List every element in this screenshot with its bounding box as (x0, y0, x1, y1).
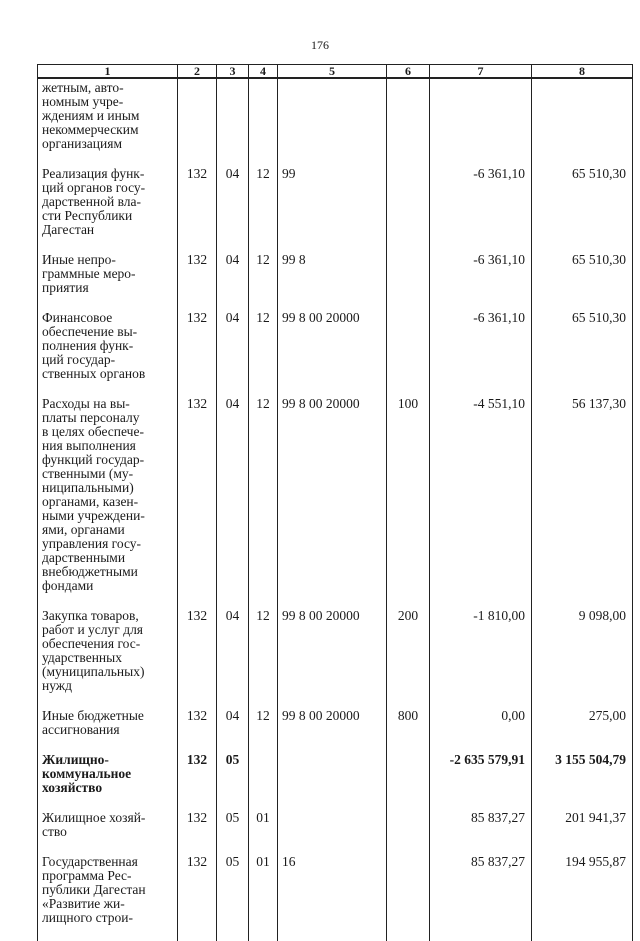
cell-target-article: 99 8 (278, 253, 387, 311)
cell-admin-code: 132 (178, 311, 217, 397)
table-body (38, 78, 633, 941)
cell-change-amount (430, 78, 532, 167)
table-row (38, 167, 633, 253)
cell-change-amount: -2 635 579,91 (430, 753, 532, 811)
cell-target-article: 99 8 00 20000 (278, 311, 387, 397)
cell-expense-type (387, 855, 430, 941)
cell-subsection: 12 (249, 397, 278, 609)
cell-admin-code: 132 (178, 253, 217, 311)
cell-target-article: 99 8 00 20000 (278, 709, 387, 753)
cell-expense-type: 100 (387, 397, 430, 609)
header-row (38, 65, 633, 79)
row-name: Реализация функ- ций органов госу- дарственной вла- сти Республики Дагестан (38, 167, 178, 253)
table-row (38, 609, 633, 709)
row-name: Жилищное хозяй- ство (38, 811, 178, 855)
column-header: 2 (178, 65, 217, 79)
table-row (38, 397, 633, 609)
cell-expense-type: 800 (387, 709, 430, 753)
cell-section: 04 (217, 397, 249, 609)
cell-admin-code: 132 (178, 855, 217, 941)
row-name: Закупка товаров, работ и услуг для обеспечения гос- ударственных (муниципальных) нужд (38, 609, 178, 709)
cell-change-amount: -6 361,10 (430, 167, 532, 253)
row-name: Финансовое обеспечение вы- полнения функ- ций государ- ственных органов (38, 311, 178, 397)
cell-total-amount: 65 510,30 (532, 167, 633, 253)
cell-subsection: 12 (249, 253, 278, 311)
cell-change-amount: -1 810,00 (430, 609, 532, 709)
row-name: жетным, авто- номным учре- ждениям и иным некоммерческим организациям (38, 78, 178, 167)
cell-total-amount: 201 941,37 (532, 811, 633, 855)
cell-total-amount (532, 78, 633, 167)
cell-change-amount: -4 551,10 (430, 397, 532, 609)
cell-expense-type (387, 753, 430, 811)
budget-table (37, 64, 633, 941)
cell-admin-code: 132 (178, 167, 217, 253)
cell-subsection: 01 (249, 811, 278, 855)
column-header: 5 (278, 65, 387, 79)
cell-section: 04 (217, 709, 249, 753)
table-row (38, 855, 633, 941)
column-header: 1 (38, 65, 178, 79)
cell-target-article: 99 8 00 20000 (278, 397, 387, 609)
cell-admin-code: 132 (178, 753, 217, 811)
cell-target-article: 99 8 00 20000 (278, 609, 387, 709)
table-row (38, 78, 633, 167)
cell-subsection: 12 (249, 609, 278, 709)
cell-total-amount: 9 098,00 (532, 609, 633, 709)
cell-section (217, 78, 249, 167)
cell-change-amount: -6 361,10 (430, 311, 532, 397)
column-header: 8 (532, 65, 633, 79)
cell-section: 05 (217, 753, 249, 811)
cell-change-amount: -6 361,10 (430, 253, 532, 311)
cell-subsection: 12 (249, 709, 278, 753)
cell-expense-type (387, 78, 430, 167)
table-row (38, 811, 633, 855)
cell-target-article (278, 811, 387, 855)
cell-subsection: 01 (249, 855, 278, 941)
cell-expense-type (387, 167, 430, 253)
cell-admin-code: 132 (178, 609, 217, 709)
cell-total-amount: 65 510,30 (532, 253, 633, 311)
cell-change-amount: 85 837,27 (430, 811, 532, 855)
cell-change-amount: 0,00 (430, 709, 532, 753)
cell-section: 04 (217, 253, 249, 311)
cell-target-article (278, 753, 387, 811)
cell-subsection (249, 78, 278, 167)
table-row (38, 253, 633, 311)
cell-section: 04 (217, 311, 249, 397)
column-header: 6 (387, 65, 430, 79)
cell-target-article: 99 (278, 167, 387, 253)
row-name: Иные непро- граммные меро- приятия (38, 253, 178, 311)
row-name: Жилищно- коммунальное хозяйство (38, 753, 178, 811)
cell-total-amount: 65 510,30 (532, 311, 633, 397)
cell-section: 05 (217, 811, 249, 855)
table-row (38, 753, 633, 811)
cell-change-amount: 85 837,27 (430, 855, 532, 941)
cell-total-amount: 275,00 (532, 709, 633, 753)
cell-admin-code (178, 78, 217, 167)
cell-admin-code: 132 (178, 709, 217, 753)
cell-subsection: 12 (249, 167, 278, 253)
cell-section: 04 (217, 609, 249, 709)
column-header: 7 (430, 65, 532, 79)
page-number: 176 (311, 38, 329, 52)
column-header: 3 (217, 65, 249, 79)
table-row (38, 311, 633, 397)
cell-section: 05 (217, 855, 249, 941)
cell-subsection (249, 753, 278, 811)
cell-total-amount: 56 137,30 (532, 397, 633, 609)
cell-target-article: 16 (278, 855, 387, 941)
cell-total-amount: 3 155 504,79 (532, 753, 633, 811)
cell-expense-type (387, 311, 430, 397)
cell-admin-code: 132 (178, 811, 217, 855)
row-name: Государственная программа Рес- публики Дагестан «Развитие жи- лищного строи- (38, 855, 178, 941)
cell-section: 04 (217, 167, 249, 253)
cell-expense-type (387, 253, 430, 311)
column-header: 4 (249, 65, 278, 79)
cell-subsection: 12 (249, 311, 278, 397)
table-row (38, 709, 633, 753)
cell-expense-type (387, 811, 430, 855)
cell-target-article (278, 78, 387, 167)
row-name: Расходы на вы- платы персоналу в целях обеспече- ния выполнения функций государ- ственными (му- ниципальными) органами, казен- ными учреждени- ями, органами управления госу- дарственными внебюджетными фондами (38, 397, 178, 609)
cell-admin-code: 132 (178, 397, 217, 609)
cell-total-amount: 194 955,87 (532, 855, 633, 941)
cell-expense-type: 200 (387, 609, 430, 709)
row-name: Иные бюджетные ассигнования (38, 709, 178, 753)
